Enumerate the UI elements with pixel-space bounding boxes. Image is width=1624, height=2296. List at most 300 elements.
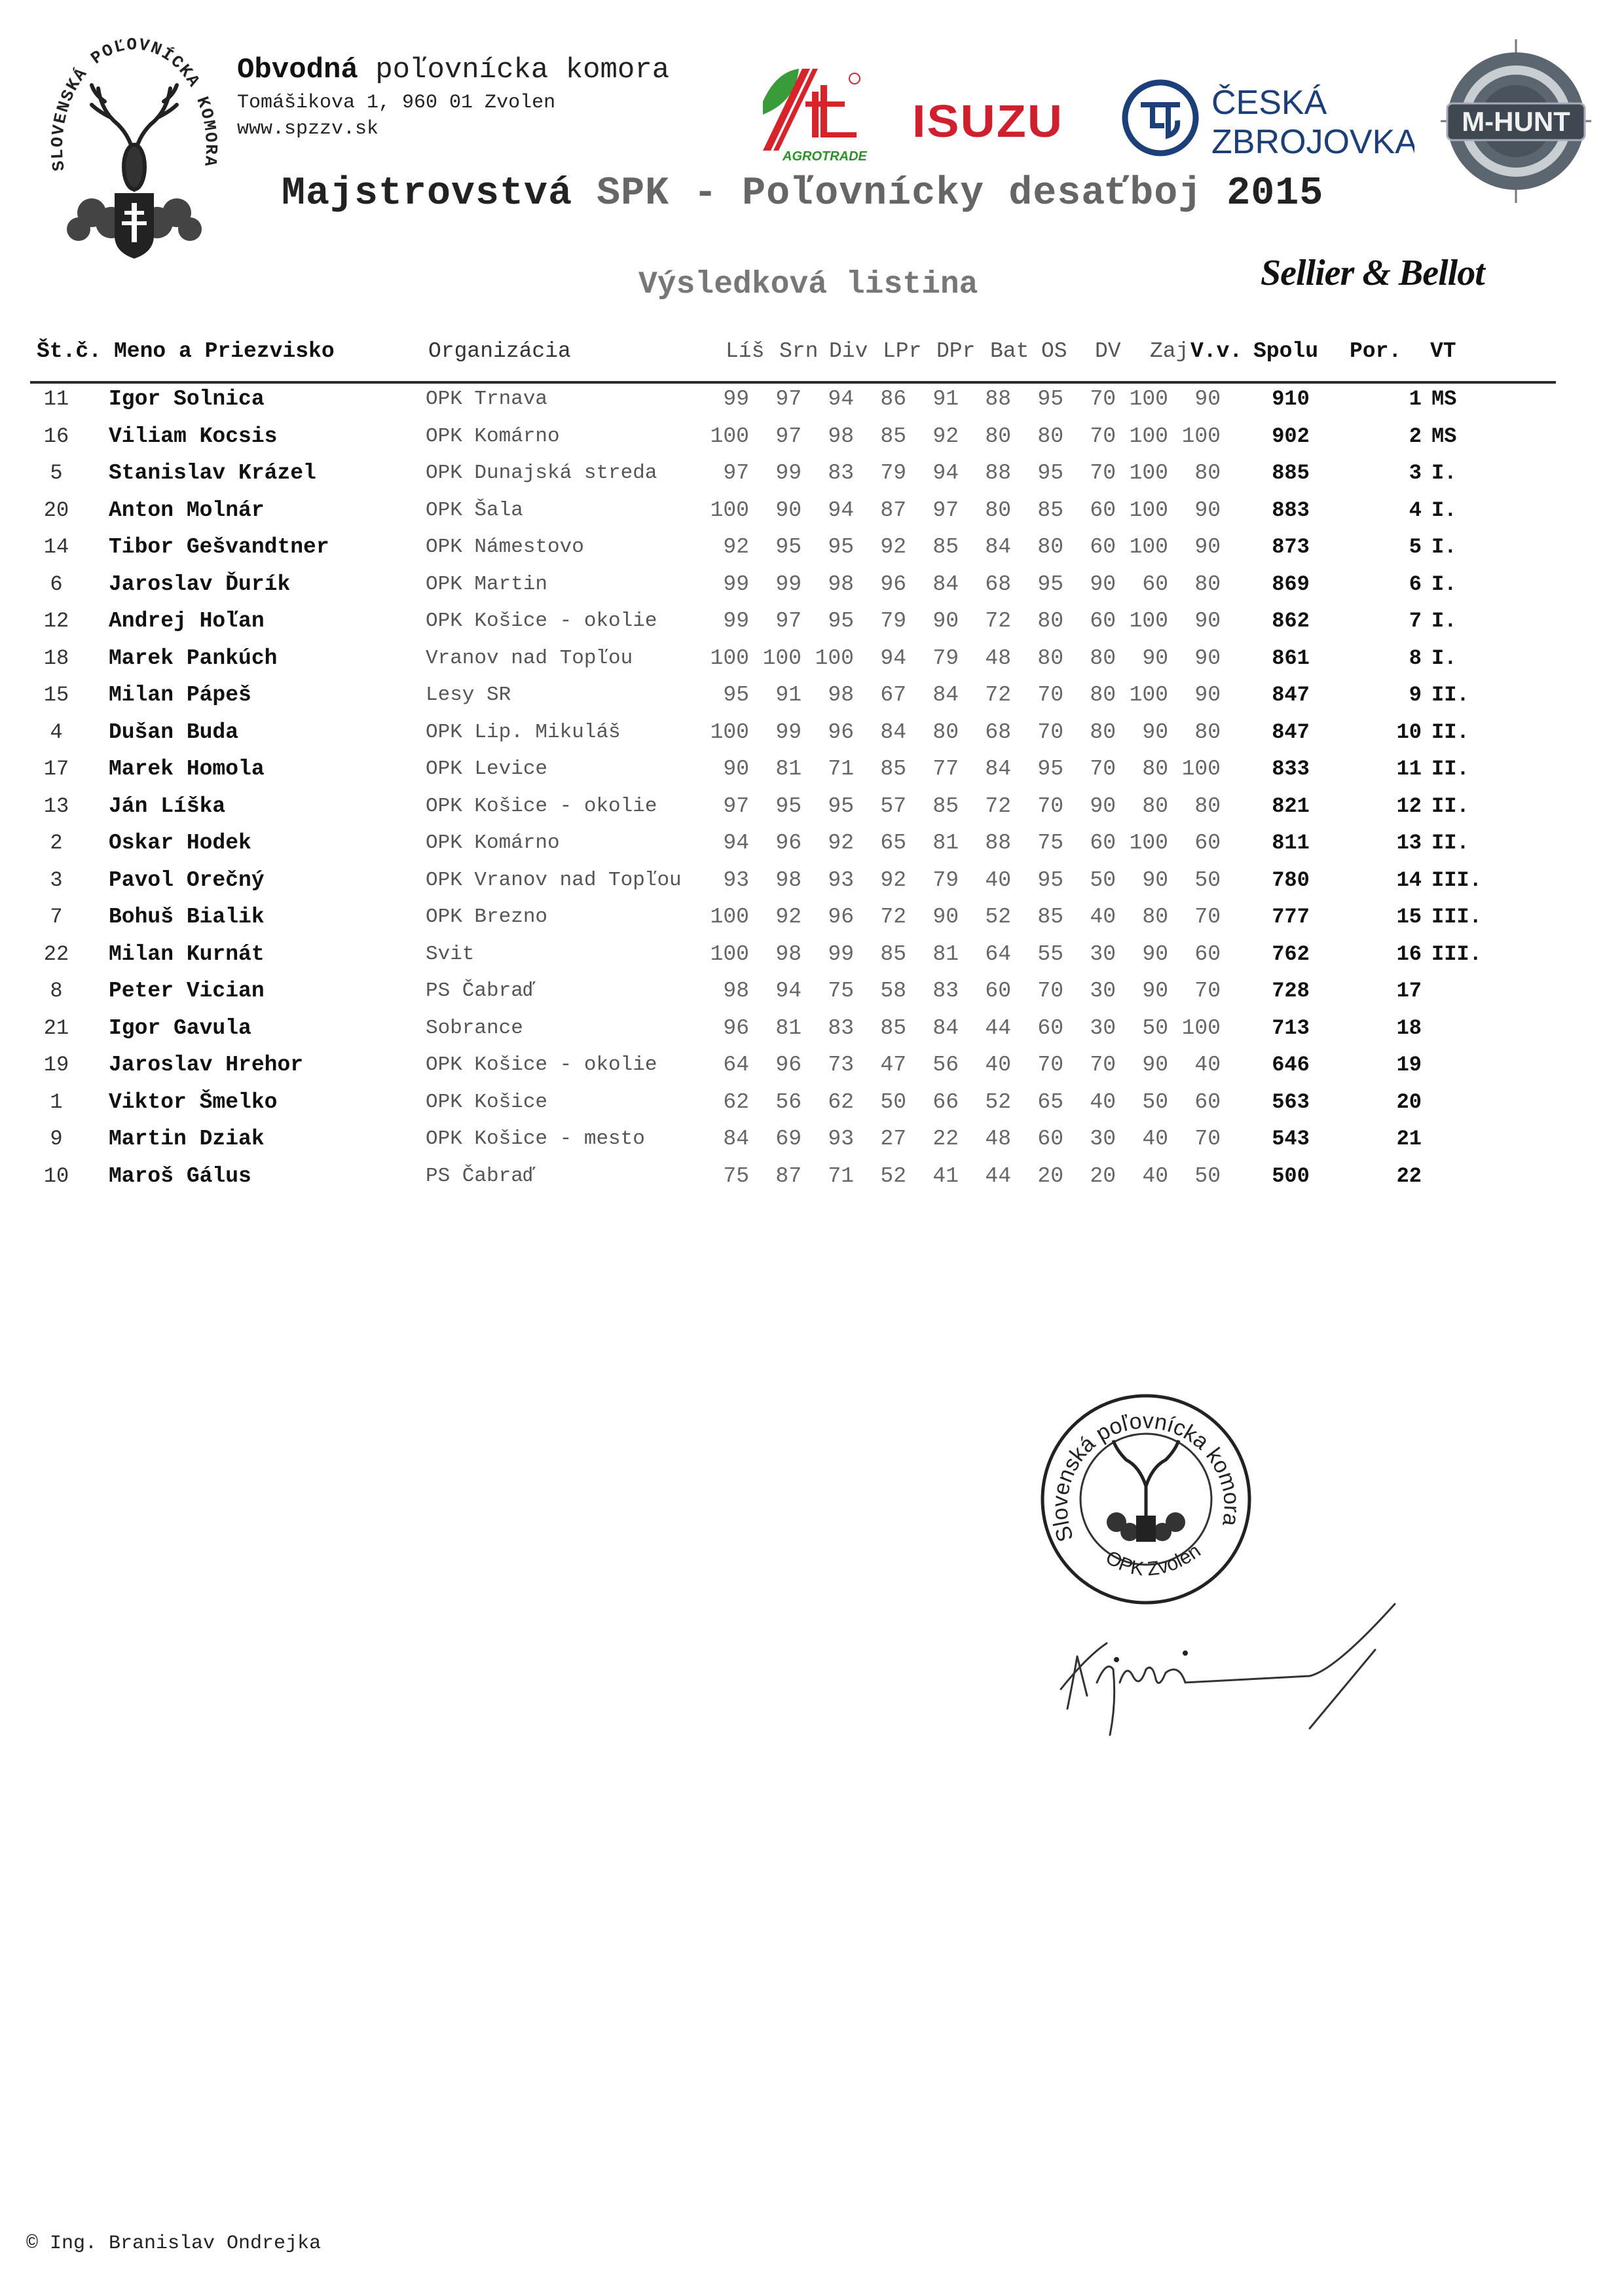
competitor-name: Pavol Orečný [109, 867, 265, 892]
score-lis: 84 [723, 1127, 749, 1151]
starting-number: 3 [50, 867, 63, 892]
starting-number: 15 [43, 683, 69, 707]
score-lpr: 79 [880, 609, 906, 633]
ceska-zbrojovka-logo [1120, 73, 1414, 165]
score-dv: 80 [1090, 683, 1116, 707]
rank: 19 [1396, 1053, 1422, 1077]
event-title-year: 2015 [1227, 172, 1324, 216]
score-os: 95 [1037, 387, 1063, 411]
isuzu-logo: ISUZU [912, 96, 1063, 147]
score-bat: 68 [985, 720, 1011, 744]
score-dpr: 41 [932, 1163, 959, 1188]
score-vv: 90 [1194, 609, 1221, 633]
competitor-name: Viktor Šmelko [109, 1089, 278, 1114]
score-lpr: 79 [880, 461, 906, 485]
starting-number: 4 [50, 720, 63, 744]
score-vv: 90 [1194, 498, 1221, 522]
competitor-name: Marek Pankúch [109, 646, 278, 670]
total-score: 861 [1272, 646, 1310, 670]
score-srn: 99 [775, 461, 802, 485]
score-zaj: 90 [1142, 720, 1168, 744]
total-score: 869 [1272, 572, 1310, 596]
score-zaj: 100 [1129, 535, 1168, 559]
competitor-organization: OPK Trnava [426, 388, 548, 410]
rank: 21 [1396, 1127, 1422, 1151]
total-score: 563 [1272, 1089, 1310, 1114]
competitor-name: Peter Vician [109, 979, 265, 1003]
starting-number: 6 [50, 572, 63, 596]
score-vv: 50 [1194, 1163, 1221, 1188]
starting-number: 7 [50, 905, 63, 929]
score-lis: 92 [723, 535, 749, 559]
m-hunt-label: M-HUNT [1462, 106, 1570, 137]
rank: 18 [1396, 1015, 1422, 1040]
score-lis: 75 [723, 1163, 749, 1188]
score-lpr: 96 [880, 572, 906, 596]
starting-number: 8 [50, 979, 63, 1003]
performance-class: MS [1431, 424, 1457, 448]
score-os: 80 [1037, 609, 1063, 633]
organization-website: www.spzzv.sk [237, 118, 379, 140]
score-div: 73 [828, 1053, 854, 1077]
total-score: 821 [1272, 793, 1310, 818]
competitor-organization: OPK Dunajská streda [426, 462, 657, 484]
performance-class: II. [1431, 683, 1469, 707]
starting-number: 18 [43, 646, 69, 670]
score-bat: 72 [985, 609, 1011, 633]
competitor-organization: OPK Košice - okolie [426, 1053, 657, 1076]
event-title-part1: Majstrovstvá [282, 172, 573, 216]
score-os: 80 [1037, 646, 1063, 670]
table-row [30, 496, 1556, 534]
score-div: 96 [828, 905, 854, 929]
score-zaj: 60 [1142, 572, 1168, 596]
score-lis: 64 [723, 1053, 749, 1077]
stamp-stag-icon [1113, 1440, 1179, 1519]
score-vv: 100 [1181, 757, 1221, 781]
score-zaj: 40 [1142, 1127, 1168, 1151]
score-lpr: 27 [880, 1127, 906, 1151]
total-score: 902 [1272, 424, 1310, 448]
score-dv: 30 [1090, 979, 1116, 1003]
score-dv: 70 [1090, 1053, 1116, 1077]
score-srn: 96 [775, 831, 802, 855]
score-srn: 97 [775, 387, 802, 411]
score-div: 94 [828, 498, 854, 522]
score-bat: 72 [985, 793, 1011, 818]
performance-class: III. [1431, 941, 1482, 966]
score-lpr: 72 [880, 905, 906, 929]
competitor-name: Ján Líška [109, 793, 226, 818]
performance-class: II. [1431, 757, 1469, 781]
table-row [30, 866, 1556, 903]
signature [1048, 1597, 1414, 1755]
table-row [30, 1051, 1556, 1088]
score-os: 70 [1037, 979, 1063, 1003]
score-os: 80 [1037, 535, 1063, 559]
score-dv: 70 [1090, 757, 1116, 781]
score-srn: 91 [775, 683, 802, 707]
score-vv: 40 [1194, 1053, 1221, 1077]
score-zaj: 90 [1142, 941, 1168, 966]
copyright-footer: © Ing. Branislav Ondrejka [26, 2232, 322, 2255]
score-dv: 80 [1090, 720, 1116, 744]
score-lis: 90 [723, 757, 749, 781]
score-div: 95 [828, 535, 854, 559]
performance-class: II. [1431, 720, 1469, 744]
total-score: 883 [1272, 498, 1310, 522]
table-row [30, 459, 1556, 496]
score-os: 70 [1037, 793, 1063, 818]
starting-number: 10 [43, 1163, 69, 1188]
svg-text:OPK Zvolen [1102, 1540, 1205, 1580]
score-zaj: 80 [1142, 757, 1168, 781]
agrotrade-logo [750, 65, 868, 164]
competitor-name: Igor Solnica [109, 387, 265, 411]
score-zaj: 80 [1142, 793, 1168, 818]
score-vv: 70 [1194, 905, 1221, 929]
score-bat: 52 [985, 1089, 1011, 1114]
total-score: 833 [1272, 757, 1310, 781]
table-row [30, 422, 1556, 460]
score-os: 60 [1037, 1015, 1063, 1040]
competitor-name: Milan Kurnát [109, 941, 265, 966]
competitor-organization: OPK Levice [426, 757, 548, 780]
score-lpr: 57 [880, 793, 906, 818]
score-dv: 30 [1090, 941, 1116, 966]
score-lis: 98 [723, 979, 749, 1003]
score-vv: 80 [1194, 572, 1221, 596]
competitor-name: Bohuš Bialik [109, 905, 265, 929]
score-lpr: 85 [880, 941, 906, 966]
score-lpr: 85 [880, 424, 906, 448]
score-div: 95 [828, 609, 854, 633]
score-zaj: 90 [1142, 867, 1168, 892]
competitor-name: Viliam Kocsis [109, 424, 278, 448]
score-lpr: 84 [880, 720, 906, 744]
score-zaj: 90 [1142, 979, 1168, 1003]
score-lis: 99 [723, 609, 749, 633]
score-lpr: 92 [880, 867, 906, 892]
score-div: 98 [828, 683, 854, 707]
score-lis: 93 [723, 867, 749, 892]
score-os: 95 [1037, 572, 1063, 596]
col-header-zaj: Zaj [1150, 339, 1189, 363]
score-div: 92 [828, 831, 854, 855]
score-bat: 52 [985, 905, 1011, 929]
score-vv: 80 [1194, 461, 1221, 485]
score-lpr: 47 [880, 1053, 906, 1077]
score-vv: 100 [1181, 424, 1221, 448]
slovak-shield-icon [115, 193, 154, 259]
score-vv: 60 [1194, 831, 1221, 855]
score-lis: 100 [710, 424, 749, 448]
score-os: 80 [1037, 424, 1063, 448]
header-divider [30, 381, 1556, 384]
rank: 20 [1396, 1089, 1422, 1114]
score-dpr: 84 [932, 683, 959, 707]
table-row [30, 977, 1556, 1014]
score-dv: 60 [1090, 535, 1116, 559]
stamp-foliage-icon [1107, 1512, 1185, 1542]
score-div: 93 [828, 1127, 854, 1151]
organization-address: Tomášikova 1, 960 01 Zvolen [237, 92, 556, 114]
competitor-name: Jaroslav Hrehor [109, 1053, 304, 1077]
score-zaj: 90 [1142, 1053, 1168, 1077]
total-score: 543 [1272, 1127, 1310, 1151]
starting-number: 20 [43, 498, 69, 522]
starting-number: 17 [43, 757, 69, 781]
score-os: 85 [1037, 905, 1063, 929]
score-os: 85 [1037, 498, 1063, 522]
total-score: 910 [1272, 387, 1310, 411]
score-vv: 90 [1194, 646, 1221, 670]
score-dv: 90 [1090, 572, 1116, 596]
score-div: 98 [828, 424, 854, 448]
table-row [30, 607, 1556, 644]
score-bat: 80 [985, 424, 1011, 448]
performance-class: II. [1431, 831, 1469, 855]
event-title [282, 172, 1323, 216]
score-dv: 30 [1090, 1015, 1116, 1040]
col-header-dv: DV [1095, 339, 1121, 363]
score-div: 83 [828, 461, 854, 485]
competitor-organization: PS Čabraď [426, 979, 536, 1002]
score-srn: 97 [775, 609, 802, 633]
competitor-organization: OPK Komárno [426, 831, 560, 854]
competitor-organization: Vranov nad Topľou [426, 646, 633, 670]
competitor-name: Oskar Hodek [109, 831, 251, 855]
score-srn: 56 [775, 1089, 802, 1114]
competitor-name: Andrej Hoľan [109, 609, 265, 633]
score-dpr: 91 [932, 387, 959, 411]
score-lis: 99 [723, 572, 749, 596]
col-header-name: Meno a Priezvisko [114, 339, 335, 363]
score-div: 94 [828, 387, 854, 411]
table-row [30, 1088, 1556, 1125]
score-lpr: 85 [880, 1015, 906, 1040]
score-zaj: 100 [1129, 609, 1168, 633]
score-os: 95 [1037, 867, 1063, 892]
score-div: 95 [828, 793, 854, 818]
score-srn: 95 [775, 793, 802, 818]
score-vv: 60 [1194, 1089, 1221, 1114]
sellier-bellot-logo: Sellier & Bellot [1261, 253, 1485, 293]
total-score: 862 [1272, 609, 1310, 633]
score-dpr: 83 [932, 979, 959, 1003]
total-score: 646 [1272, 1053, 1310, 1077]
score-lis: 95 [723, 683, 749, 707]
score-lpr: 92 [880, 535, 906, 559]
col-header-lpr: LPr [883, 339, 922, 363]
starting-number: 5 [50, 461, 63, 485]
rank: 5 [1409, 535, 1422, 559]
score-dv: 60 [1090, 609, 1116, 633]
rank: 11 [1396, 757, 1422, 781]
total-score: 885 [1272, 461, 1310, 485]
rank: 1 [1409, 387, 1422, 411]
score-div: 83 [828, 1015, 854, 1040]
score-os: 95 [1037, 461, 1063, 485]
performance-class: I. [1431, 572, 1457, 596]
score-srn: 96 [775, 1053, 802, 1077]
score-vv: 80 [1194, 793, 1221, 818]
performance-class: III. [1431, 905, 1482, 929]
table-row [30, 681, 1556, 718]
competitor-name: Stanislav Krázel [109, 461, 316, 485]
table-row [30, 1162, 1556, 1199]
col-header-vv: V.v. [1190, 339, 1243, 363]
competitor-name: Jaroslav Ďurík [109, 572, 291, 596]
competitor-organization: OPK Šala [426, 498, 523, 522]
starting-number: 13 [43, 793, 69, 818]
score-vv: 70 [1194, 1127, 1221, 1151]
score-dpr: 97 [932, 498, 959, 522]
score-div: 93 [828, 867, 854, 892]
competitor-name: Milan Pápeš [109, 683, 251, 707]
col-header-srn: Srn [779, 339, 819, 363]
competitor-organization: OPK Košice - okolie [426, 610, 657, 632]
score-srn: 98 [775, 867, 802, 892]
score-lis: 100 [710, 498, 749, 522]
score-div: 75 [828, 979, 854, 1003]
score-srn: 90 [775, 498, 802, 522]
score-bat: 68 [985, 572, 1011, 596]
score-div: 62 [828, 1089, 854, 1114]
starting-number: 9 [50, 1127, 63, 1151]
score-dv: 70 [1090, 387, 1116, 411]
score-div: 71 [828, 1163, 854, 1188]
score-lpr: 87 [880, 498, 906, 522]
score-bat: 72 [985, 683, 1011, 707]
starting-number: 14 [43, 535, 69, 559]
score-dv: 70 [1090, 424, 1116, 448]
competitor-name: Dušan Buda [109, 720, 239, 744]
starting-number: 12 [43, 609, 69, 633]
score-dpr: 66 [932, 1089, 959, 1114]
score-div: 99 [828, 941, 854, 966]
performance-class: I. [1431, 609, 1457, 633]
score-div: 98 [828, 572, 854, 596]
col-header-vt: VT [1430, 339, 1456, 363]
competitor-name: Marek Homola [109, 757, 265, 781]
score-zaj: 90 [1142, 646, 1168, 670]
score-bat: 88 [985, 461, 1011, 485]
cz-line1: ČESKÁ [1211, 84, 1327, 122]
score-srn: 97 [775, 424, 802, 448]
score-srn: 81 [775, 757, 802, 781]
score-os: 60 [1037, 1127, 1063, 1151]
score-dv: 90 [1090, 793, 1116, 818]
score-bat: 44 [985, 1015, 1011, 1040]
starting-number: 11 [43, 387, 69, 411]
score-div: 96 [828, 720, 854, 744]
score-bat: 84 [985, 757, 1011, 781]
total-score: 847 [1272, 683, 1310, 707]
score-os: 55 [1037, 941, 1063, 966]
table-row [30, 570, 1556, 608]
score-srn: 87 [775, 1163, 802, 1188]
rank: 7 [1409, 609, 1422, 633]
score-lis: 62 [723, 1089, 749, 1114]
score-srn: 95 [775, 535, 802, 559]
total-score: 780 [1272, 867, 1310, 892]
col-header-stc: Št.č. [37, 339, 102, 363]
competitor-organization: OPK Košice - okolie [426, 794, 657, 818]
m-hunt-logo [1441, 39, 1591, 203]
starting-number: 2 [50, 831, 63, 855]
rank: 17 [1396, 979, 1422, 1003]
score-dpr: 85 [932, 793, 959, 818]
score-lpr: 50 [880, 1089, 906, 1114]
score-vv: 80 [1194, 720, 1221, 744]
total-score: 873 [1272, 535, 1310, 559]
performance-class: III. [1431, 867, 1482, 892]
total-score: 762 [1272, 941, 1310, 966]
table-row [30, 792, 1556, 829]
score-bat: 88 [985, 831, 1011, 855]
cz-ring-icon [1125, 82, 1196, 153]
score-zaj: 80 [1142, 905, 1168, 929]
score-dv: 70 [1090, 461, 1116, 485]
competitor-organization: Lesy SR [426, 683, 511, 706]
col-header-bat: Bat [990, 339, 1029, 363]
performance-class: I. [1431, 461, 1457, 485]
total-score: 728 [1272, 979, 1310, 1003]
performance-class: I. [1431, 535, 1457, 559]
starting-number: 22 [43, 941, 69, 966]
table-row [30, 903, 1556, 940]
competitor-organization: OPK Martin [426, 572, 548, 596]
col-header-total: Spolu [1253, 339, 1319, 363]
score-zaj: 100 [1129, 424, 1168, 448]
score-lpr: 85 [880, 757, 906, 781]
competitor-organization: OPK Vranov nad Topľou [426, 868, 682, 892]
competitor-name: Maroš Gálus [109, 1163, 251, 1188]
score-os: 75 [1037, 831, 1063, 855]
score-zaj: 40 [1142, 1163, 1168, 1188]
score-dv: 60 [1090, 831, 1116, 855]
competitor-organization: PS Čabraď [426, 1164, 536, 1188]
performance-class: MS [1431, 387, 1457, 411]
table-row [30, 718, 1556, 756]
score-dpr: 94 [932, 461, 959, 485]
score-lis: 100 [710, 720, 749, 744]
score-os: 70 [1037, 720, 1063, 744]
cz-line2: ZBROJOVKA [1211, 123, 1414, 161]
score-dpr: 81 [932, 941, 959, 966]
score-vv: 90 [1194, 683, 1221, 707]
score-div: 71 [828, 757, 854, 781]
score-lis: 100 [710, 646, 749, 670]
score-lpr: 52 [880, 1163, 906, 1188]
rank: 3 [1409, 461, 1422, 485]
score-srn: 69 [775, 1127, 802, 1151]
rank: 4 [1409, 498, 1422, 522]
score-lis: 97 [723, 793, 749, 818]
score-dv: 30 [1090, 1127, 1116, 1151]
performance-class: I. [1431, 646, 1457, 670]
results-table-body [30, 385, 1556, 1199]
score-vv: 70 [1194, 979, 1221, 1003]
competitor-organization: Svit [426, 942, 475, 966]
rank: 16 [1396, 941, 1422, 966]
score-dv: 40 [1090, 905, 1116, 929]
event-title-part2: SPK - Poľovnícky desaťboj [597, 172, 1203, 216]
stamp-bottom-text: OPK Zvolen [1101, 1540, 1205, 1580]
score-os: 95 [1037, 757, 1063, 781]
table-row [30, 533, 1556, 570]
